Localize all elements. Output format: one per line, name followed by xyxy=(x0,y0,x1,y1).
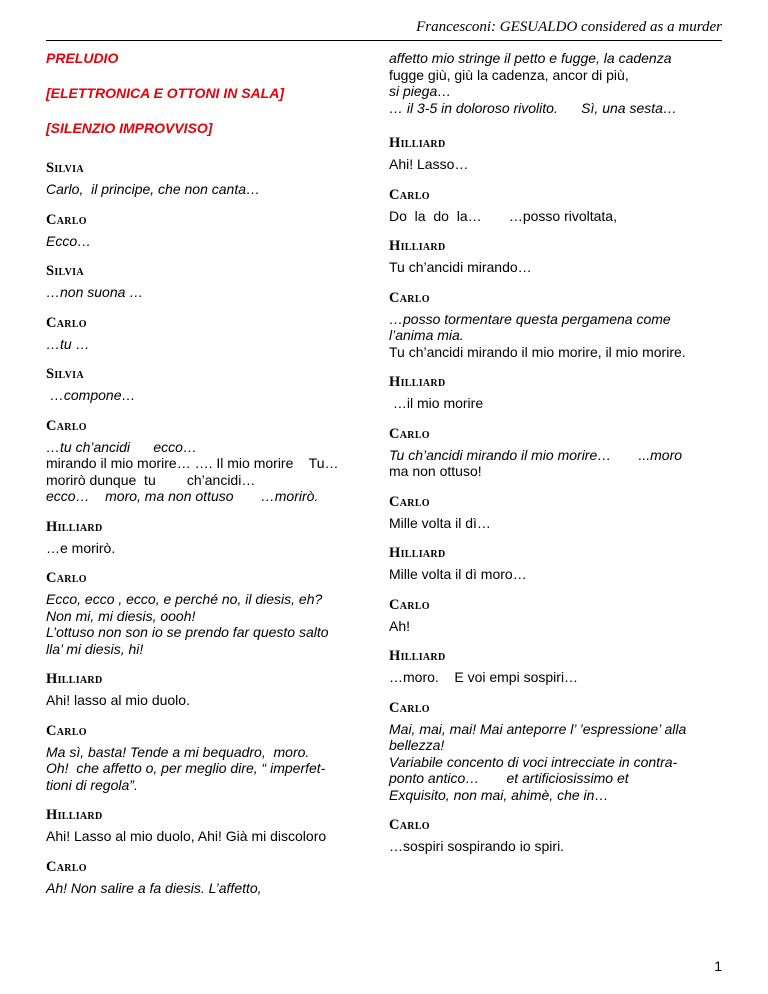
speaker-name: Hilliard xyxy=(46,671,103,687)
dialogue-line: Variabile concento di voci intrecciate in contra- xyxy=(389,753,678,770)
speaker-name: Carlo xyxy=(46,570,87,586)
dialogue-line: …compone… xyxy=(46,387,136,403)
speaker-name: Carlo xyxy=(46,211,87,228)
speaker-name: Hilliard xyxy=(389,374,446,390)
speaker-name: Hilliard xyxy=(389,238,446,254)
speaker-name: Carlo xyxy=(389,425,430,442)
dialogue-line: Mai, mai, mai! Mai anteporre l’ ’espressione’ alla xyxy=(389,720,687,737)
dialogue-line: Tu ch’ancidi mirando il mio morire, il mio morire. xyxy=(389,343,686,360)
dialogue-line: Mille volta il dì moro… xyxy=(389,566,527,582)
speech-block xyxy=(389,134,729,173)
speech-block xyxy=(46,518,366,557)
speaker-name: Carlo xyxy=(46,417,87,434)
dialogue-line: …moro. E voi empi sospiri… xyxy=(389,669,579,685)
dialogue-line: Exquisito, non mai, ahimè, che in… xyxy=(389,786,609,803)
speech-block xyxy=(46,262,366,301)
speech-block xyxy=(46,670,366,709)
speaker-name: Silvia xyxy=(46,366,84,382)
speaker-name: Carlo xyxy=(389,493,430,510)
dialogue-line: Tu ch’ancidi mirando il mio morire… ...moro xyxy=(389,446,683,463)
dialogue-line: ma non ottuso! xyxy=(389,463,482,479)
speaker-name: Hilliard xyxy=(389,545,446,561)
dialogue-line: …e morirò. xyxy=(46,539,116,556)
continued-speech xyxy=(389,50,729,116)
speech-block xyxy=(46,211,366,250)
header-title: Francesconi: GESUALDO considered as a murder xyxy=(416,19,722,35)
dialogue-line: L’ottuso non son io se prendo far questo salto xyxy=(46,624,329,640)
dialogue-line: Ahi! Lasso al mio duolo, Ahi! Già mi discoloro xyxy=(46,828,327,844)
speech-block xyxy=(46,314,366,353)
left-column xyxy=(46,50,366,909)
speaker-name: Hilliard xyxy=(46,807,103,823)
speech-block xyxy=(46,806,366,845)
dialogue-line: Mille volta il dì… xyxy=(389,514,491,531)
speech-block xyxy=(389,425,729,480)
dialogue-line: Ahi! Lasso… xyxy=(389,156,469,172)
speech-block xyxy=(46,417,366,505)
right-column xyxy=(389,50,729,868)
dialogue-line: Ecco… xyxy=(46,232,92,249)
speech-block xyxy=(389,373,729,412)
speech-block xyxy=(46,159,366,198)
speech-block xyxy=(46,365,366,404)
dialogue-line: Ah! Non salire a fa diesis. L’affetto, xyxy=(46,879,262,896)
dialogue-line: …posso tormentare questa pergamena come xyxy=(389,310,671,327)
dialogue-line: morirò dunque tu ch’ancidi… xyxy=(46,471,256,488)
speech-block xyxy=(46,722,366,794)
dialogue-line: …tu ch’ancidi ecco… xyxy=(46,438,197,455)
dialogue-line: l’anima mia. xyxy=(389,327,464,343)
page-number: 1 xyxy=(714,958,722,974)
speaker-name: Carlo xyxy=(46,722,87,739)
stage-direction: [SILENZIO IMPROVVISO] xyxy=(46,120,213,136)
dialogue-line: …sospiri sospirando io spiri. xyxy=(389,838,565,854)
speech-block xyxy=(389,647,729,686)
dialogue-line: affetto mio stringe il petto e fugge, la cadenza xyxy=(389,50,672,66)
dialogue-line: si piega… xyxy=(389,83,452,99)
dialogue-line: Carlo, il principe, che non canta… xyxy=(46,181,260,197)
speaker-name: Silvia xyxy=(46,263,84,279)
speaker-name: Carlo xyxy=(389,699,430,716)
speech-block xyxy=(389,596,729,635)
dialogue-line: … il 3-5 in doloroso rivolito. Sì, una sesta… xyxy=(389,99,677,116)
dialogue-line: bellezza! xyxy=(389,737,445,753)
running-header xyxy=(46,16,722,41)
speech-block xyxy=(389,289,729,361)
speaker-name: Carlo xyxy=(46,314,87,331)
dialogue-line: tioni di regola”. xyxy=(46,776,138,793)
dialogue-line: Tu ch’ancidi mirando… xyxy=(389,259,532,275)
speaker-name: Carlo xyxy=(46,858,87,875)
dialogue-line: ecco… moro, ma non ottuso …morirò. xyxy=(46,488,319,504)
dialogue-line: …tu … xyxy=(46,335,90,352)
speech-block xyxy=(389,493,729,532)
speaker-name: Hilliard xyxy=(389,135,446,151)
speaker-name: Carlo xyxy=(389,186,430,203)
dialogue-line: ponto antico… et artificiosissimo et xyxy=(389,770,629,786)
dialogue-line: lla’ mi diesis, hi! xyxy=(46,640,144,657)
dialogue-line: Ecco, ecco , ecco, e perché no, il diesis, eh? xyxy=(46,591,323,607)
speech-block xyxy=(389,816,729,855)
speaker-name: Hilliard xyxy=(389,648,446,664)
speech-block xyxy=(389,186,729,225)
speaker-name: Silvia xyxy=(46,160,84,176)
speech-block xyxy=(389,544,729,583)
dialogue-line: Ahi! lasso al mio duolo. xyxy=(46,692,190,708)
dialogue-line: Oh! che affetto o, per meglio dire, “ imperfet- xyxy=(46,760,326,776)
speech-block xyxy=(46,858,366,897)
dialogue-line: Non mi, mi diesis, oooh! xyxy=(46,607,196,624)
dialogue-line: mirando il mio morire… …. Il mio morire Tu… xyxy=(46,455,339,471)
dialogue-line: …il mio morire xyxy=(389,395,484,411)
dialogue-line: Ma sì, basta! Tende a mi bequadro, moro. xyxy=(46,743,310,760)
dialogue-line: Do la do la… …posso rivoltata, xyxy=(389,207,617,224)
speech-block xyxy=(389,237,729,276)
dialogue-line: …non suona … xyxy=(46,284,144,300)
stage-direction: PRELUDIO xyxy=(46,50,119,66)
speaker-name: Carlo xyxy=(389,289,430,306)
speech-block xyxy=(46,569,366,657)
speaker-name: Carlo xyxy=(389,817,430,833)
speaker-name: Carlo xyxy=(389,596,430,613)
dialogue-line: fugge giù, giù la cadenza, ancor di più, xyxy=(389,66,629,83)
speaker-name: Hilliard xyxy=(46,518,103,535)
stage-direction: [ELETTRONICA E OTTONI IN SALA] xyxy=(46,85,284,101)
speech-block xyxy=(389,699,729,804)
dialogue-line: Ah! xyxy=(389,617,411,634)
